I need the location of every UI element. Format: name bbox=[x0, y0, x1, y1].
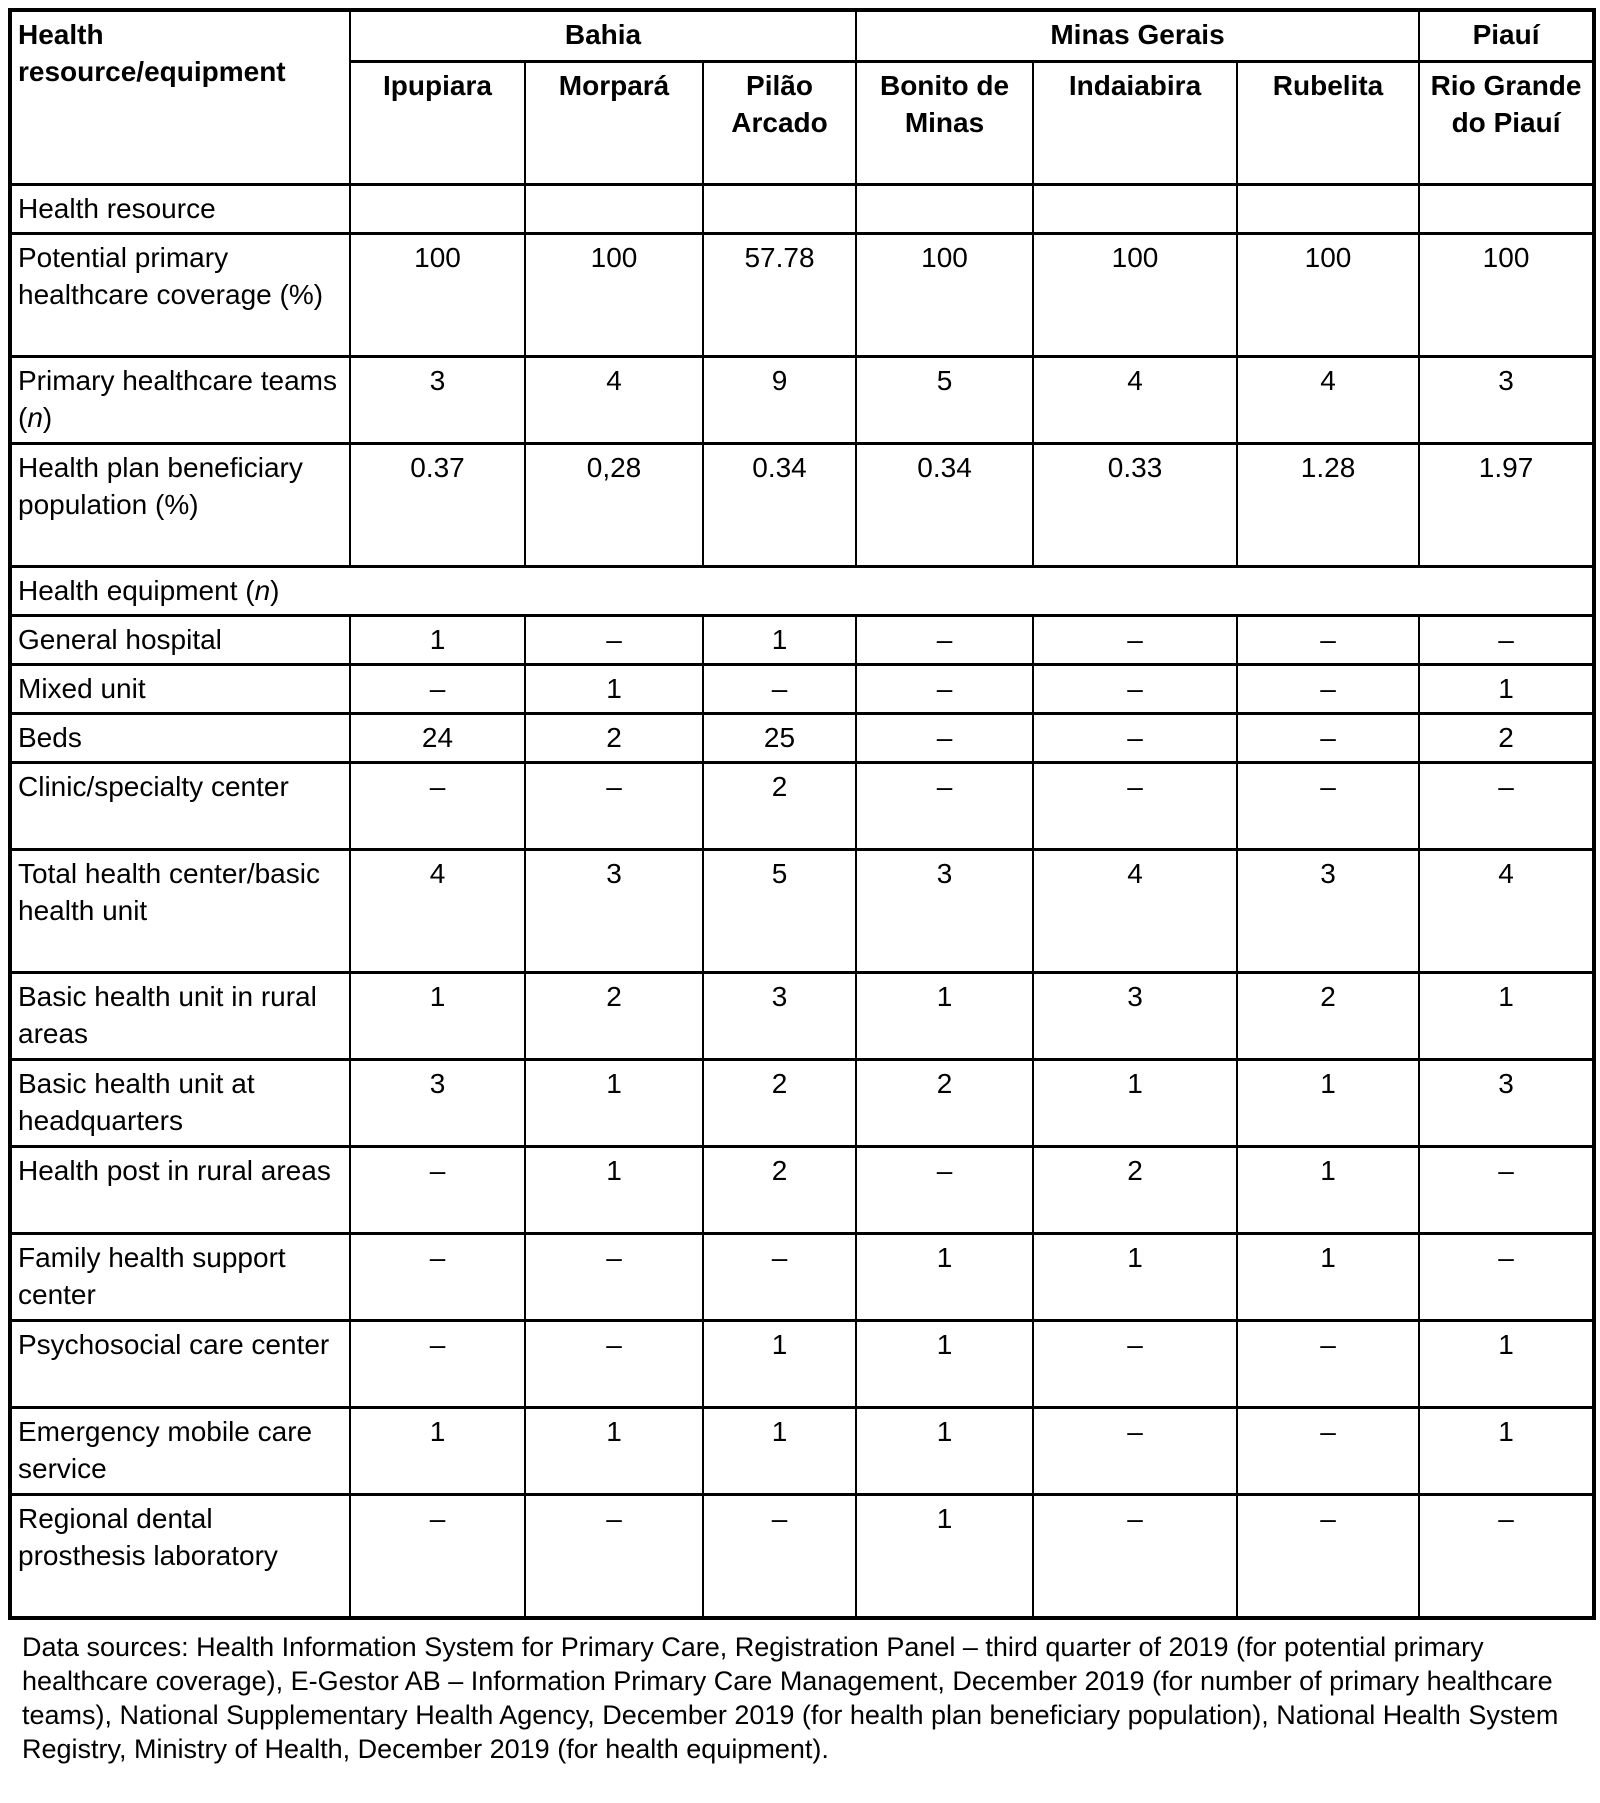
value-cell: 25 bbox=[703, 714, 856, 763]
value-cell: – bbox=[856, 616, 1033, 665]
city-header-bonito-de-minas: Bonito de Minas bbox=[856, 62, 1033, 185]
row-label: Basic health unit in rural areas bbox=[10, 973, 350, 1060]
table-row bbox=[10, 973, 1594, 1060]
value-cell: 5 bbox=[856, 357, 1033, 444]
value-cell: – bbox=[1419, 1147, 1594, 1234]
value-cell: 100 bbox=[525, 234, 703, 357]
row-label: Regional dental prosthesis laboratory bbox=[10, 1495, 350, 1619]
value-cell: 1 bbox=[1237, 1147, 1419, 1234]
table-body bbox=[10, 185, 1594, 1619]
table-row bbox=[10, 665, 1594, 714]
value-cell: 2 bbox=[1237, 973, 1419, 1060]
value-cell: – bbox=[1033, 1321, 1237, 1408]
value-cell: – bbox=[525, 616, 703, 665]
empty-cell bbox=[1033, 185, 1237, 234]
row-label: Psychosocial care center bbox=[10, 1321, 350, 1408]
value-cell: 3 bbox=[1237, 850, 1419, 973]
value-cell: 1 bbox=[703, 1321, 856, 1408]
row-label: Potential primary healthcare coverage (%) bbox=[10, 234, 350, 357]
city-header-rio-grande-do-piaui: Rio Grande do Piauí bbox=[1419, 62, 1594, 185]
value-cell: 1 bbox=[1419, 1408, 1594, 1495]
value-cell: 5 bbox=[703, 850, 856, 973]
value-cell: 1 bbox=[350, 1408, 525, 1495]
value-cell: – bbox=[1237, 763, 1419, 850]
empty-cell bbox=[1419, 185, 1594, 234]
state-header-minas-gerais: Minas Gerais bbox=[856, 10, 1419, 62]
row-label: Health plan beneficiary population (%) bbox=[10, 444, 350, 567]
table-row bbox=[10, 444, 1594, 567]
value-cell: – bbox=[350, 763, 525, 850]
table-row bbox=[10, 357, 1594, 444]
value-cell: 1 bbox=[856, 1321, 1033, 1408]
table-row bbox=[10, 1321, 1594, 1408]
value-cell: 1 bbox=[856, 1234, 1033, 1321]
value-cell: 0.37 bbox=[350, 444, 525, 567]
value-cell: 4 bbox=[1419, 850, 1594, 973]
value-cell: 9 bbox=[703, 357, 856, 444]
state-header-row bbox=[10, 10, 1594, 62]
row-label: Beds bbox=[10, 714, 350, 763]
section-title: Health resource bbox=[10, 185, 350, 234]
table-header bbox=[10, 10, 1594, 185]
table-row bbox=[10, 616, 1594, 665]
value-cell: – bbox=[1237, 1408, 1419, 1495]
value-cell: 2 bbox=[703, 1060, 856, 1147]
value-cell: 0.34 bbox=[703, 444, 856, 567]
data-sources-note: Data sources: Health Information System for Primary Care, Registration Panel – third quarter of 2019 (for potential primary healthcare coverage), E-Gestor AB – Information Primary Care Management, December 2019 (for number of primary healthcare teams), National Supplementary Health Agency, December 2019 (for health plan beneficiary population), National Health System Registry, Ministry of Health, December 2019 (for health equipment). bbox=[22, 1632, 1559, 1764]
value-cell: – bbox=[1419, 763, 1594, 850]
value-cell: 3 bbox=[350, 1060, 525, 1147]
value-cell: 1 bbox=[350, 616, 525, 665]
value-cell: – bbox=[350, 1321, 525, 1408]
corner-header: Health resource/equipment bbox=[10, 10, 350, 185]
row-label: Total health center/basic health unit bbox=[10, 850, 350, 973]
table-row bbox=[10, 234, 1594, 357]
row-label: Family health support center bbox=[10, 1234, 350, 1321]
value-cell: – bbox=[856, 1147, 1033, 1234]
value-cell: 1 bbox=[1419, 973, 1594, 1060]
value-cell: – bbox=[350, 1495, 525, 1619]
value-cell: 1 bbox=[856, 973, 1033, 1060]
value-cell: 2 bbox=[856, 1060, 1033, 1147]
value-cell: – bbox=[525, 763, 703, 850]
section-header-row bbox=[10, 185, 1594, 234]
value-cell: 2 bbox=[1419, 714, 1594, 763]
value-cell: – bbox=[350, 1234, 525, 1321]
value-cell: – bbox=[703, 1234, 856, 1321]
value-cell: 100 bbox=[1033, 234, 1237, 357]
city-header-ipupiara: Ipupiara bbox=[350, 62, 525, 185]
value-cell: – bbox=[856, 763, 1033, 850]
value-cell: 0.34 bbox=[856, 444, 1033, 567]
empty-cell bbox=[703, 185, 856, 234]
value-cell: 4 bbox=[1033, 357, 1237, 444]
value-cell: – bbox=[1419, 1234, 1594, 1321]
value-cell: 3 bbox=[1419, 1060, 1594, 1147]
value-cell: – bbox=[525, 1495, 703, 1619]
value-cell: – bbox=[1033, 616, 1237, 665]
city-header-pilao-arcado: Pilão Arcado bbox=[703, 62, 856, 185]
row-label: General hospital bbox=[10, 616, 350, 665]
value-cell: 4 bbox=[350, 850, 525, 973]
value-cell: 3 bbox=[350, 357, 525, 444]
table-row bbox=[10, 1495, 1594, 1619]
value-cell: – bbox=[1237, 714, 1419, 763]
value-cell: – bbox=[1033, 1495, 1237, 1619]
value-cell: 1 bbox=[856, 1408, 1033, 1495]
empty-cell bbox=[856, 185, 1033, 234]
value-cell: 4 bbox=[525, 357, 703, 444]
table-row bbox=[10, 763, 1594, 850]
value-cell: 100 bbox=[1237, 234, 1419, 357]
value-cell: – bbox=[1237, 1495, 1419, 1619]
value-cell: 24 bbox=[350, 714, 525, 763]
value-cell: – bbox=[1237, 665, 1419, 714]
value-cell: 3 bbox=[1033, 973, 1237, 1060]
value-cell: 2 bbox=[703, 763, 856, 850]
city-header-rubelita: Rubelita bbox=[1237, 62, 1419, 185]
value-cell: 1 bbox=[856, 1495, 1033, 1619]
row-label: Emergency mobile care service bbox=[10, 1408, 350, 1495]
value-cell: 1 bbox=[525, 665, 703, 714]
value-cell: – bbox=[1033, 665, 1237, 714]
city-header-indaiabira: Indaiabira bbox=[1033, 62, 1237, 185]
value-cell: 100 bbox=[350, 234, 525, 357]
value-cell: – bbox=[856, 714, 1033, 763]
value-cell: 1 bbox=[1237, 1060, 1419, 1147]
value-cell: 3 bbox=[1419, 357, 1594, 444]
value-cell: 1.97 bbox=[1419, 444, 1594, 567]
value-cell: – bbox=[703, 665, 856, 714]
value-cell: 1 bbox=[1033, 1234, 1237, 1321]
table-row bbox=[10, 714, 1594, 763]
value-cell: 57.78 bbox=[703, 234, 856, 357]
value-cell: 3 bbox=[703, 973, 856, 1060]
value-cell: – bbox=[1033, 1408, 1237, 1495]
section-header-row bbox=[10, 567, 1594, 616]
row-label: Mixed unit bbox=[10, 665, 350, 714]
value-cell: 2 bbox=[1033, 1147, 1237, 1234]
table-row bbox=[10, 1060, 1594, 1147]
value-cell: – bbox=[1033, 714, 1237, 763]
row-label: Clinic/specialty center bbox=[10, 763, 350, 850]
row-label: Primary healthcare teams (n) bbox=[10, 357, 350, 444]
value-cell: 100 bbox=[1419, 234, 1594, 357]
value-cell: 1 bbox=[1419, 665, 1594, 714]
city-header-morpara: Morpará bbox=[525, 62, 703, 185]
value-cell: 1 bbox=[703, 616, 856, 665]
value-cell: 0,28 bbox=[525, 444, 703, 567]
value-cell: 2 bbox=[525, 714, 703, 763]
empty-cell bbox=[350, 185, 525, 234]
health-resources-table bbox=[8, 8, 1596, 1620]
value-cell: – bbox=[1033, 763, 1237, 850]
value-cell: – bbox=[350, 1147, 525, 1234]
value-cell: 1.28 bbox=[1237, 444, 1419, 567]
value-cell: – bbox=[1419, 1495, 1594, 1619]
table-row bbox=[10, 1408, 1594, 1495]
value-cell: – bbox=[1419, 616, 1594, 665]
value-cell: 1 bbox=[525, 1060, 703, 1147]
value-cell: 4 bbox=[1033, 850, 1237, 973]
table-row bbox=[10, 1234, 1594, 1321]
table-row bbox=[10, 1147, 1594, 1234]
empty-cell bbox=[525, 185, 703, 234]
value-cell: 100 bbox=[856, 234, 1033, 357]
value-cell: 2 bbox=[703, 1147, 856, 1234]
value-cell: – bbox=[525, 1234, 703, 1321]
value-cell: – bbox=[1237, 616, 1419, 665]
table-row bbox=[10, 850, 1594, 973]
value-cell: 1 bbox=[703, 1408, 856, 1495]
value-cell: 3 bbox=[856, 850, 1033, 973]
row-label: Basic health unit at headquarters bbox=[10, 1060, 350, 1147]
value-cell: 4 bbox=[1237, 357, 1419, 444]
row-label: Health post in rural areas bbox=[10, 1147, 350, 1234]
value-cell: 1 bbox=[1419, 1321, 1594, 1408]
value-cell: – bbox=[1237, 1321, 1419, 1408]
state-header-bahia: Bahia bbox=[350, 10, 856, 62]
value-cell: 2 bbox=[525, 973, 703, 1060]
section-title: Health equipment (n) bbox=[10, 567, 1594, 616]
value-cell: 0.33 bbox=[1033, 444, 1237, 567]
value-cell: – bbox=[703, 1495, 856, 1619]
value-cell: – bbox=[856, 665, 1033, 714]
empty-cell bbox=[1237, 185, 1419, 234]
value-cell: 1 bbox=[1033, 1060, 1237, 1147]
value-cell: 1 bbox=[525, 1408, 703, 1495]
value-cell: 1 bbox=[525, 1147, 703, 1234]
value-cell: 1 bbox=[350, 973, 525, 1060]
state-header-piaui: Piauí bbox=[1419, 10, 1594, 62]
value-cell: – bbox=[350, 665, 525, 714]
value-cell: 3 bbox=[525, 850, 703, 973]
value-cell: – bbox=[525, 1321, 703, 1408]
value-cell: 1 bbox=[1237, 1234, 1419, 1321]
